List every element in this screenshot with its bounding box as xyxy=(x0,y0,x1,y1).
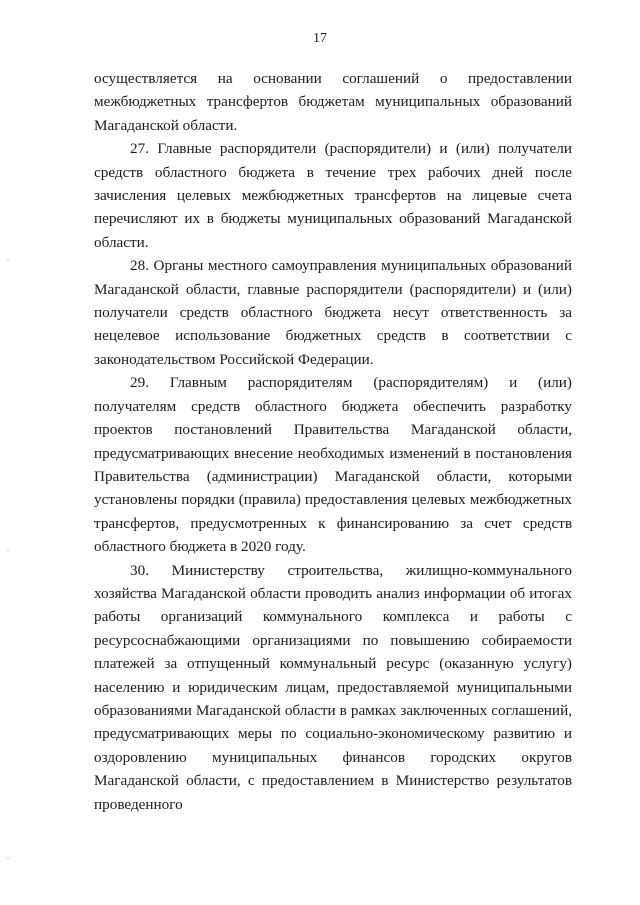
paragraph-29: 29. Главным распорядителям (распорядителям) и (или) получателям средств областного бюджета обеспечить разработку проектов постановлений Правительства Магаданской области, предусматривающих внесение необходимых изменений в постановления Правительства (администрации) Магаданской области, которыми установлены порядки (правила) предоставления целевых межбюджетных трансфертов, предусмотренных к финансированию за счет средств областного бюджета в 2020 году. xyxy=(94,374,572,556)
paragraph-continuation: осуществляется на основании соглашений о предоставлении межбюджетных трансфертов бюджетам муниципальных образований Магаданской области. xyxy=(94,70,572,134)
paragraph-27: 27. Главные распорядители (распорядители) и (или) получатели средств областного бюджета в течение трех рабочих дней после зачисления целевых межбюджетных трансфертов на лицевые счета перечисляют их в бюджеты муниципальных образований Магаданской области. xyxy=(94,140,572,251)
document-body xyxy=(94,67,572,816)
paragraph-30: 30. Министерству строительства, жилищно-коммунального хозяйства Магаданской области проводить анализ информации об итогах работы организаций коммунального комплекса и работы с ресурсоснабжающими организациями по повышению собираемости платежей за отпущенный коммунальный ресурс (оказанную услугу) населению и юридическим лицам, предоставляемой муниципальными образованиями Магаданской области в рамках заключенных соглашений, предусматривающих меры по социально-экономическому развитию и оздоровлению муниципальных финансов городских округов Магаданской области, с предоставлением в Министерство результатов проведенного xyxy=(94,561,572,813)
margin-mark: ˈ xyxy=(6,547,10,561)
page-number: 17 xyxy=(313,31,327,46)
paragraph-28: 28. Органы местного самоуправления муниципальных образований Магаданской области, главные распорядители (распорядители) и (или) получатели средств областного бюджета несут ответственность за нецелевое использование бюджетных средств в соответствии с законодательством Российской Федерации. xyxy=(94,257,572,368)
margin-mark: ˈ xyxy=(6,855,10,869)
margin-mark: ˈ xyxy=(6,257,10,271)
